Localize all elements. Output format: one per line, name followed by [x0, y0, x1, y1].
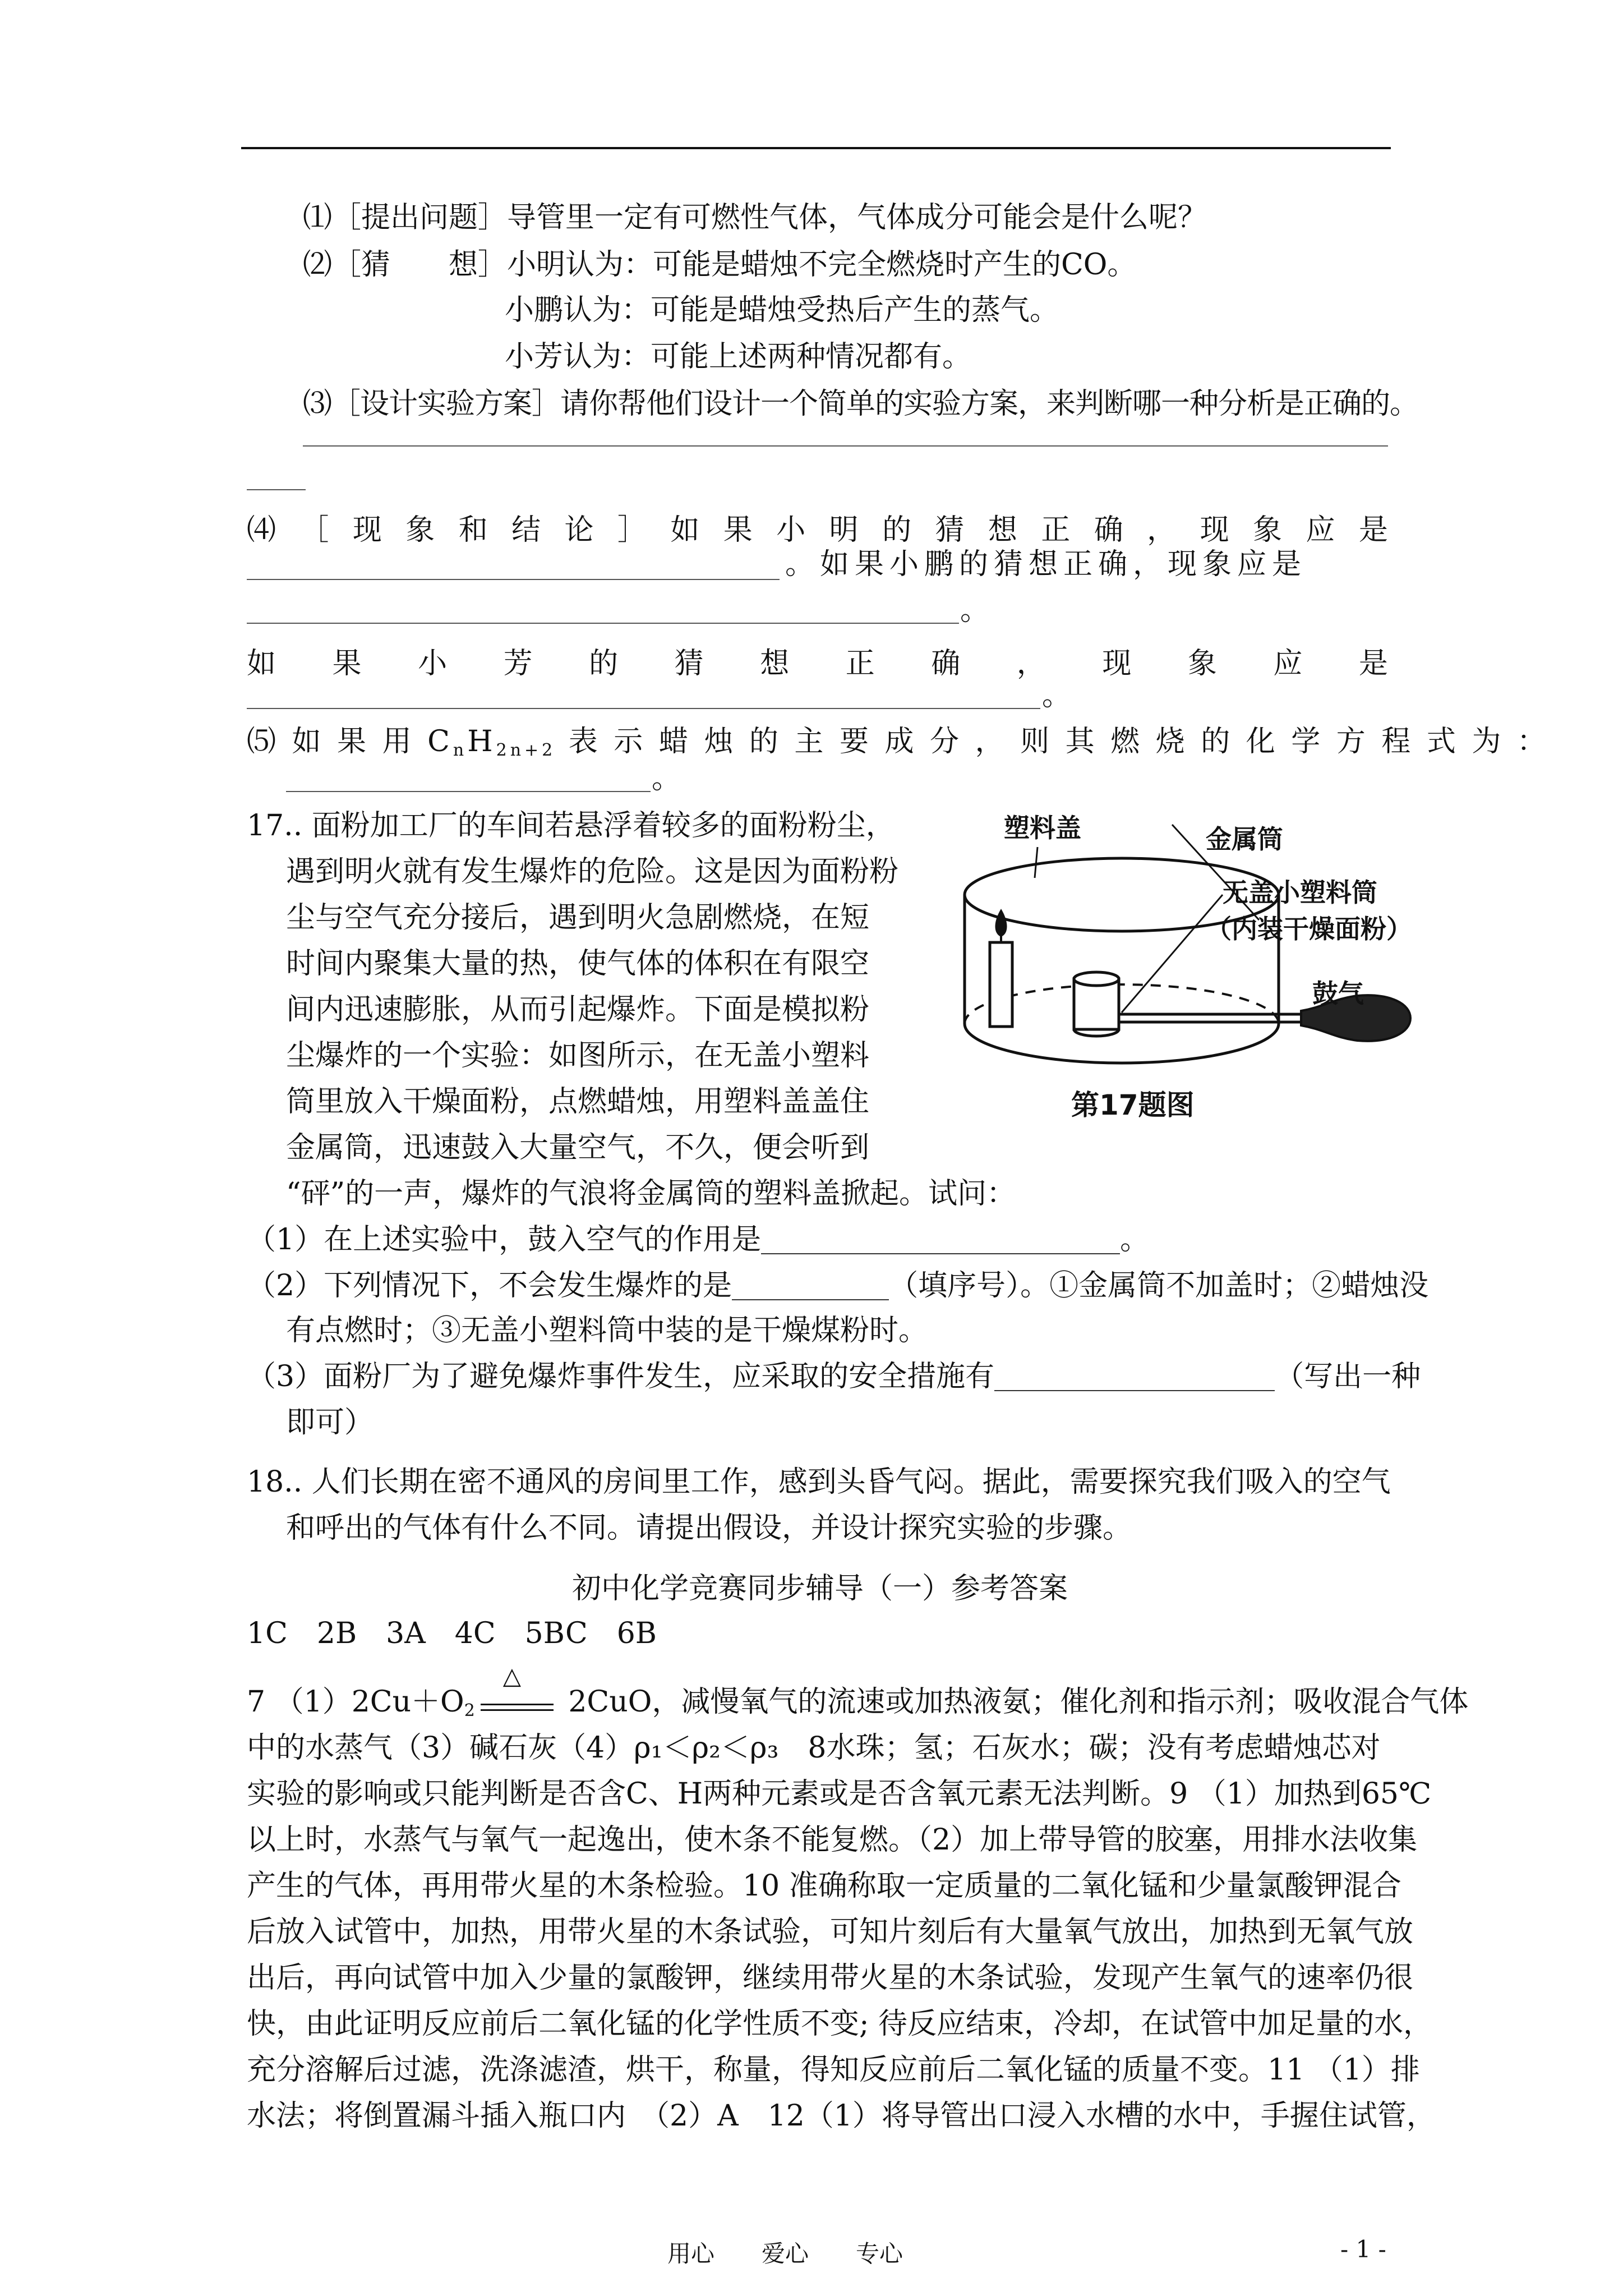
- answer-line-10: 水法；将倒置漏斗插入瓶口内 （2）A 12（1）将导管出口浸入水槽的水中，手握住试管，: [247, 2099, 1436, 2133]
- q16-p5-period: 。: [652, 762, 681, 795]
- q17-s2-cont: 有点燃时；③无盖小塑料筒中装的是干燥煤粉时。: [286, 1314, 928, 1347]
- fig-label-small-cup-content: （内装干燥面粉）: [1206, 914, 1412, 944]
- answer-line-8: 快，由此证明反应前后二氧化锰的化学性质不变; 待反应结束，冷却，在试管中加足量的水，: [247, 2007, 1433, 2041]
- fig-label-plastic-lid: 塑料盖: [1004, 813, 1081, 843]
- q16-p2-xiaofang: 小芳认为：可能上述两种情况都有。: [505, 340, 972, 374]
- q17-line-1: 17.. 面粉加工厂的车间若悬浮着较多的面粉粉尘，: [247, 809, 895, 843]
- q16-p4-line1: ⑷ ［ 现 象 和 结 论 ］ 如 果 小 明 的 猜 想 正 确 ， 现 象 应 是: [247, 513, 1388, 547]
- q16-p1: ⑴［提出问题］导管里一定有可燃性气体，气体成分可能会是什么呢？: [303, 201, 1207, 234]
- q16-p5: ⑸ 如 果 用 $C_nH_{2n+2}$ 表 示 蜡 烛 的 主 要 成 分 ， 则 其 燃 烧 的 化 学 方 程 式 为 ：: [247, 725, 1550, 760]
- delta-symbol: △: [502, 1662, 522, 1690]
- q16-p4-xiaofang-blank[interactable]: [247, 708, 1040, 709]
- fig-label-small-cup: 无盖小塑料筒: [1223, 877, 1377, 908]
- answers-choices: 1C 2B 3A 4C 5BC 6B: [247, 1617, 657, 1650]
- q17-line-8: 金属筒，迅速鼓入大量空气，不久，便会听到: [286, 1131, 870, 1165]
- fig-label-metal-can: 金属筒: [1206, 824, 1283, 854]
- q16-p4-period-2: 。: [1042, 679, 1072, 712]
- q16-p4-xiaofang-line: 如 果 小 芳 的 猜 想 正 确 ， 现 象 应 是: [247, 647, 1388, 680]
- footer-motto: 用心 爱心 专心: [667, 2240, 903, 2267]
- q17-line-4: 时间内聚集大量的热，使气体的体积在有限空: [286, 947, 870, 981]
- q16-p2-xiaoming: ⑵［猜 想］小明认为：可能是蜡烛不完全燃烧时产生的CO。: [303, 248, 1137, 282]
- q17-s2-blank[interactable]: [732, 1271, 889, 1300]
- q17-line-7: 筒里放入干燥面粉，点燃蜡烛，用塑料盖盖住: [286, 1085, 870, 1119]
- q17-line-3: 尘与空气充分接后，遇到明火急剧燃烧，在短: [286, 901, 870, 935]
- answer-line-6: 后放入试管中，加热，用带火星的木条试验，可知片刻后有大量氧气放出，加热到无氧气放: [247, 1915, 1414, 1949]
- q17-s2: （2）下列情况下，不会发生爆炸的是 （填序号）。①金属筒不加盖时；②蜡烛没: [247, 1269, 1429, 1303]
- heating-equals-sign: [475, 1662, 559, 1719]
- q17-s1: （1）在上述实验中，鼓入空气的作用是 。: [247, 1223, 1150, 1257]
- answer-line-9: 充分溶解后过滤，洗涤滤渣，烘干，称量，得知反应前后二氧化锰的质量不变。11 （1）排: [247, 2053, 1420, 2087]
- q17-s3-cont: 即可）: [286, 1406, 374, 1439]
- answers-title: 初中化学竞赛同步辅导（一）参考答案: [572, 1572, 1068, 1605]
- q17-line-2: 遇到明火就有发生爆炸的危险。这是因为面粉粉: [286, 855, 899, 889]
- q16-p3-answer-blank[interactable]: [303, 445, 1388, 447]
- q17-line-5: 间内迅速膨胀，从而引起爆炸。下面是模拟粉: [286, 993, 870, 1027]
- answer-7-line-1: 7 $(1)2Cu+O_2$ △ 2CuO，减慢氧气的流速或加热液氨；催化剂和指示剂；吸收混合气体: [247, 1662, 1469, 1720]
- answer-line-2: 中的水蒸气（3）碱石灰（4）ρ₁＜ρ₂＜ρ₃ 8水珠；氢；石灰水；碳；没有考虑蜡烛芯对: [247, 1731, 1381, 1765]
- q16-p4-period-1: 。: [960, 593, 990, 627]
- answer-line-7: 出后，再向试管中加入少量的氯酸钾，继续用带火星的木条试验，发现产生氧气的速率仍很: [247, 1961, 1414, 1995]
- q17-line-9: “砰”的一声，爆炸的气浪将金属筒的塑料盖掀起。试问：: [286, 1177, 1016, 1211]
- page-number: - 1 -: [1340, 2235, 1386, 2263]
- q16-p4-line2: 。如果小鹏的猜想正确，现象应是: [785, 547, 1307, 581]
- q16-p4-xiaoming-blank[interactable]: [247, 579, 780, 580]
- q17-line-6: 尘爆炸的一个实验：如图所示，在无盖小塑料: [286, 1039, 870, 1073]
- fig-label-blow-air: 鼓气: [1312, 978, 1364, 1009]
- q16-p4-xiaopeng-blank[interactable]: [247, 623, 959, 624]
- q17-s3: （3）面粉厂为了避免爆炸事件发生，应采取的安全措施有 （写出一种: [247, 1360, 1421, 1393]
- q16-p3-answer-blank-tail[interactable]: [247, 489, 306, 490]
- fig-caption: 第17题图: [1071, 1089, 1195, 1121]
- answer-line-5: 产生的气体，再用带火星的木条检验。10 准确称取一定质量的二氧化锰和少量氯酸钾混合: [247, 1869, 1401, 1903]
- q18-line-1: 18.. 人们长期在密不通风的房间里工作，感到头昏气闷。据此，需要探究我们吸入的空气: [247, 1465, 1391, 1499]
- answer-line-3: 实验的影响或只能判断是否含C、H两种元素或是否含氧元素无法判断。9 （1）加热到65℃: [247, 1777, 1432, 1811]
- answer-line-4: 以上时，水蒸气与氧气一起逸出，使木条不能复燃。（2）加上带导管的胶塞，用排水法收集: [247, 1823, 1418, 1857]
- q17-figure: [942, 802, 1424, 1139]
- header-rule: [241, 147, 1391, 149]
- q17-s3-blank[interactable]: [994, 1362, 1275, 1391]
- q16-p3: ⑶［设计实验方案］请你帮他们设计一个简单的实验方案，来判断哪一种分析是正确的。: [303, 387, 1419, 421]
- q17-s1-blank[interactable]: [761, 1225, 1120, 1254]
- q16-p5-equation-blank[interactable]: [286, 791, 651, 792]
- q16-p2-xiaopeng: 小鹏认为：可能是蜡烛受热后产生的蒸气。: [505, 293, 1059, 327]
- q18-line-2: 和呼出的气体有什么不同。请提出假设，并设计探究实验的步骤。: [286, 1511, 1132, 1545]
